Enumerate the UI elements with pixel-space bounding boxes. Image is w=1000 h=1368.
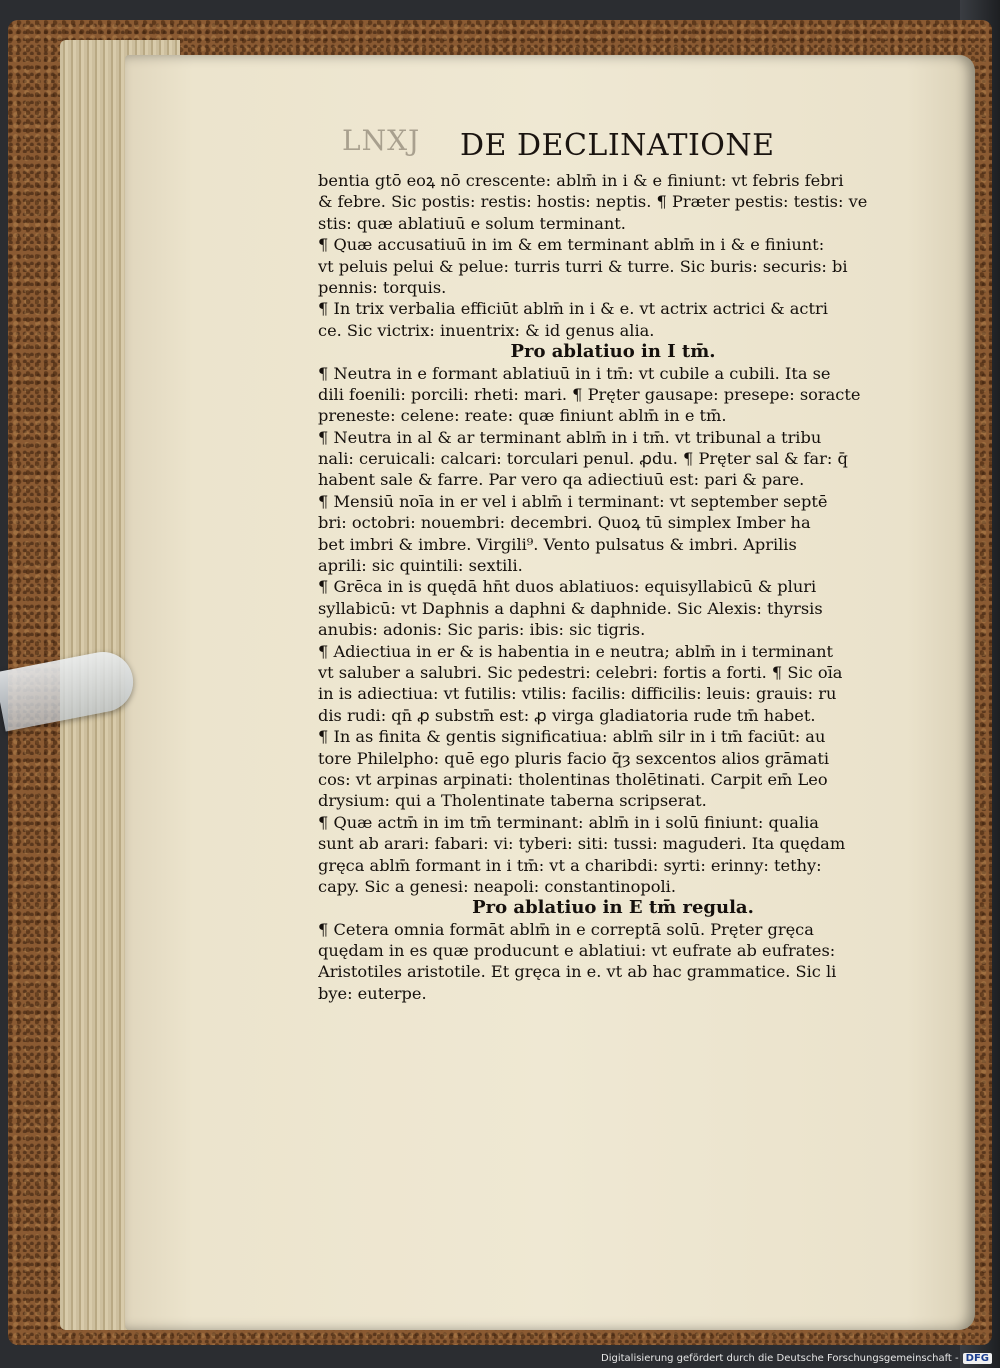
section-heading: Pro ablatiuo in E tm̄ regula. [472, 897, 754, 919]
text-line: ¶ Cetera omnia formāt ablm̄ in e correptā solū. Pręter gręca [318, 919, 814, 939]
footer-credit-text: Digitalisierung gefördert durch die Deutsche Forschungsgemeinschaft - [601, 1353, 959, 1364]
text-line: ce. Sic victrix: inuentrix: & id genus alia. [318, 320, 655, 340]
text-line: bye: euterpe. [318, 983, 427, 1003]
text-line: bri: octobri: nouembri: decembri. Quoꝝ tū simplex Imber ha [318, 513, 811, 533]
text-line: tore Philelpho: quē ego pluris facio q̄ȝ sexcentos alios grāmati [318, 748, 830, 768]
text-line: cos: vt arpinas arpinati: tholentinas tholētinati. Carpit em̄ Leo [318, 769, 828, 789]
text-line: capy. Sic a genesi: neapoli: constantinopoli. [318, 876, 676, 896]
text-line: ¶ In as finita & gentis significatiua: ablm̄ silr in i tm̄ faciūt: au [318, 727, 826, 747]
text-line: nali: ceruicali: calcari: torculari penul. ꝓdu. ¶ Pręter sal & far: q̄ [318, 449, 848, 469]
dfg-logo: DFG [963, 1353, 992, 1364]
text-line: bet imbri & imbre. Virgili⁹. Vento pulsatus & imbri. Aprilis [318, 534, 797, 554]
text-line: ¶ Adiectiua in er & is habentia in e neutra; ablm̄ in i terminant [318, 641, 834, 661]
text-line: ¶ Grēca in is quędā hn̄t duos ablatiuos: equisyllabicū & pluri [318, 577, 817, 597]
text-line: ¶ Quæ actm̄ in im tm̄ terminant: ablm̄ in i solū finiunt: qualia [318, 812, 819, 832]
section-heading: Pro ablatiuo in I tm̄. [510, 341, 716, 363]
text-line: anubis: adonis: Sic paris: ibis: sic tigris. [318, 620, 646, 640]
text-line: bentia gtō eoꝝ nō crescente: ablm̄ in i & e finiunt: vt febris febri [318, 171, 844, 190]
text-line: ¶ Mensiū noīa in er vel i ablm̄ i terminant: vt september septē [318, 491, 828, 511]
running-title: DE DECLINATIONE [460, 128, 775, 163]
text-line: vt peluis pelui & pelue: turris turri & turre. Sic buris: securis: bi [318, 256, 848, 276]
text-line: pennis: torquis. [318, 277, 447, 297]
text-line: & febre. Sic postis: restis: hostis: neptis. ¶ Præter pestis: testis: ve [318, 192, 868, 212]
text-line: ¶ Neutra in e formant ablatiuū in i tm̄: vt cubile a cubili. Ita se [318, 363, 831, 383]
text-line: vt saluber a salubri. Sic pedestri: celebri: fortis a forti. ¶ Sic oīa [318, 662, 843, 682]
text-line: in is adiectiua: vt futilis: vtilis: facilis: difficilis: leuis: grauis: ru [318, 684, 837, 704]
text-line: aprili: sic quintili: sextili. [318, 556, 523, 576]
footer-credit [601, 1353, 992, 1364]
text-line: ¶ Quæ accusatiuū in im & em terminant ablm̄ in i & e finiunt: [318, 235, 825, 255]
text-line: stis: quæ ablatiuū e solum terminant. [318, 213, 626, 233]
text-line: dis rudi: qn̄ ꝓ substm̄ est: ꝓ virga gladiatoria rude tm̄ habet. [318, 705, 816, 725]
text-line: ¶ Neutra in al & ar terminant ablm̄ in i tm̄. vt tribunal a tribu [318, 427, 822, 447]
text-line: syllabicū: vt Daphnis a daphni & daphnide. Sic Alexis: thyrsis [318, 598, 823, 618]
text-line: quędam in es quæ producunt e ablatiui: vt eufrate ab eufrates: [318, 941, 836, 961]
text-line: gręca ablm̄ formant in i tm̄: vt a charibdi: syrti: erinny: tethy: [318, 855, 822, 875]
text-line: ¶ In trix verbalia efficiūt ablm̄ in i & e. vt actrix actrici & actri [318, 299, 828, 319]
text-line: Aristotiles aristotile. Et gręca in e. vt ab hac grammatice. Sic li [318, 962, 837, 982]
text-line: preneste: celene: reate: quæ finiunt ablm̄ in e tm̄. [318, 406, 727, 426]
text-line: dili foenili: porcili: rheti: mari. ¶ Pręter gausape: presepe: soracte [318, 384, 861, 404]
text-block [318, 170, 908, 1004]
text-line: sunt ab arari: fabari: vi: tyberi: siti: tussi: maguderi. Ita quędam [318, 834, 846, 854]
text-line: habent sale & farre. Par vero qa adiectiuū est: pari & pare. [318, 470, 805, 490]
folio-mark: LNXJ [342, 124, 421, 157]
text-line: drysium: qui a Tholentinate taberna scripserat. [318, 791, 707, 811]
